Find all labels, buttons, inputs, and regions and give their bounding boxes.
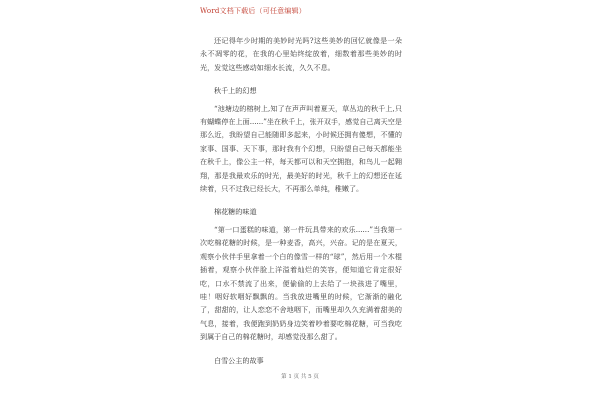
section-heading-snow-white: 白雪公主的故事 bbox=[214, 355, 264, 365]
intro-paragraph: 还记得年少时期的美妙时光吗?这些美妙的回忆就像是一朵永不凋零的花，在我的心里始终绽放着，细数着那些美妙的时光，发觉这些感动如细水长流，久久不息。 bbox=[200, 36, 402, 72]
page-number-footer: 第 1 页 共 5 页 bbox=[281, 374, 319, 380]
document-body bbox=[200, 34, 402, 371]
section-heading-cotton-candy: 棉花糖的味道 bbox=[214, 207, 257, 217]
cotton-candy-paragraph: “第一口蛋糕的味道，第一件玩具带来的欢乐......”当我第一次吃棉花糖的时候，是一种麦香，高兴，兴奋。记的是在夏天，观察小伙伴手里拿着一个白的像雪一样的“球”，然后用一个木棍插着，观察小伙伴脸上洋溢着灿烂的笑容，便知道它肯定很好吃，口水不禁流了出来，便偷偷的上去给了一块孩进了嘴里，哇！咽好软咽好飘飘的。当我放进嘴里的时候，它渐渐的融化了，甜甜的，让人恋恋不舍地咽下，而嘴里却久久充满着甜美的气息，接着，我便跑到奶奶身边笑着吵着要吃棉花糖，可当我吃到属于自己的棉花糖时，却感觉没那么甜了。 bbox=[200, 224, 402, 342]
section-heading-swing: 秋千上的幻想 bbox=[214, 86, 257, 96]
document-header: Word文档下载后（可任意编辑） bbox=[200, 7, 306, 15]
swing-paragraph: “池塘边的榕树上,知了在声声叫着夏天，草丛边的秋千上,只有蝴蝶停在上面......”坐在秋千上，张开双手，感觉自己离天空是那么近，我盼望自己能随即多起来，小时候还拥有傻想，不懂的家事、国事、天下事，那时我有个幻想，只盼望自己每天都能坐在秋千上，像公主一样，每天都可以和天空拥抱，和鸟儿一起翱翔，那是我最欢乐的时光，最美好的时光，秋千上的幻想还在延续着，只不过我已经长大，不再那么单纯，稚嫩了。 bbox=[200, 103, 402, 194]
